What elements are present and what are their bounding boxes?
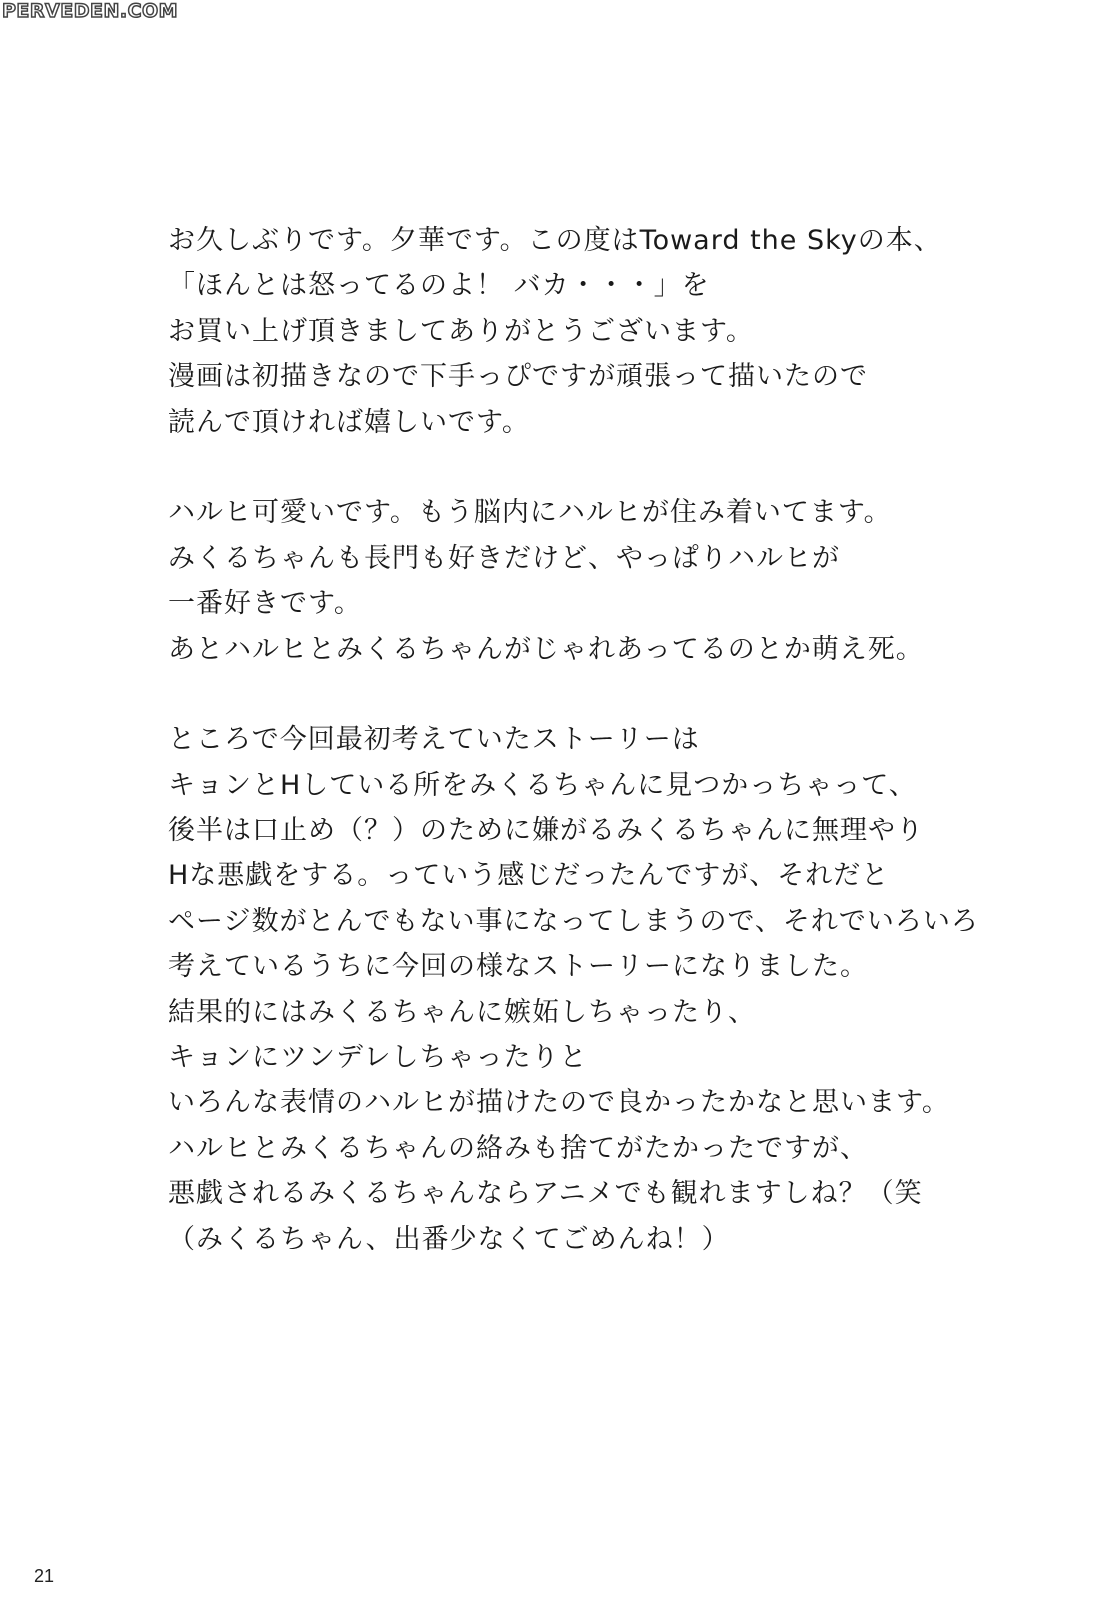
text-line: あとハルヒとみくるちゃんがじゃれあってるのとか萌え死。	[168, 633, 924, 665]
text-line: いろんな表情のハルヒが描けたので良かったかなと思います。	[168, 1087, 950, 1119]
text-line: お買い上げ頂きましてありがとうございます。	[168, 315, 754, 347]
text-line: ところで今回最初考えていたストーリーは	[168, 724, 700, 756]
paragraph-gap	[168, 672, 1068, 717]
text-line: 「ほんとは怒ってるのよ！ バカ・・・」を	[168, 270, 710, 302]
text-line: キョンにツンデレしちゃったりと	[168, 1042, 588, 1074]
text-line: キョンとHしている所をみくるちゃんに見つかっちゃって、	[168, 769, 917, 801]
text-line: 漫画は初描きなので下手っぴですが頑張って描いたので	[168, 361, 868, 393]
site-watermark: PERVEDEN.COM	[2, 0, 179, 22]
text-line: 一番好きです。	[168, 588, 362, 620]
text-line: 読んで頂ければ嬉しいです。	[168, 406, 530, 438]
text-line: 後半は口止め（？）のために嫌がるみくるちゃんに無理やり	[168, 815, 924, 847]
text-line: ハルヒとみくるちゃんの絡みも捨てがたかったですが、	[168, 1132, 868, 1164]
text-line: 結果的にはみくるちゃんに嫉妬しちゃったり、	[168, 996, 756, 1028]
text-line: Hな悪戯をする。っていう感じだったんですが、それだと	[168, 860, 890, 892]
text-line: お久しぶりです。夕華です。この度はToward the Skyの本、	[168, 225, 942, 256]
paragraph-gap	[168, 445, 1068, 490]
text-line: ページ数がとんでもない事になってしまうので、それでいろいろ	[168, 905, 979, 937]
page-number: 21	[34, 1566, 55, 1586]
text-line: 悪戯されるみくるちゃんならアニメでも観れますしね？（笑	[168, 1178, 923, 1210]
text-line: ハルヒ可愛いです。もう脳内にハルヒが住み着いてます。	[168, 497, 892, 529]
text-line: 考えているうちに今回の様なストーリーになりました。	[168, 951, 868, 983]
text-line: （みくるちゃん、出番少なくてごめんね！）	[168, 1223, 730, 1255]
text-line: みくるちゃんも長門も好きだけど、やっぱりハルヒが	[168, 542, 840, 574]
afterword-text	[168, 218, 1068, 1262]
